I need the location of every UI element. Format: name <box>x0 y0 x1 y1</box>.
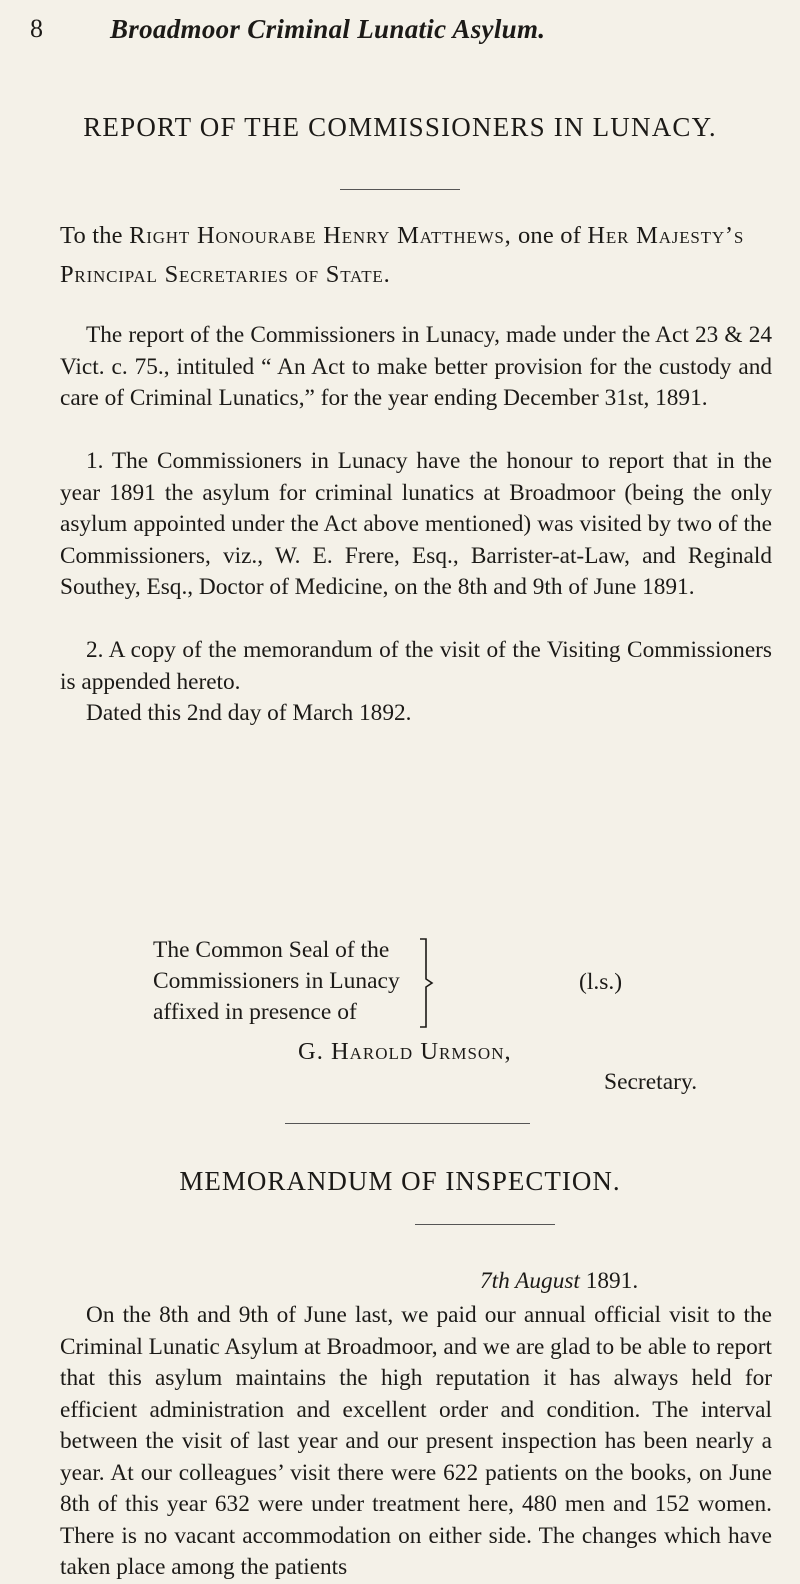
address-middle: one of <box>517 222 582 249</box>
signer-role: Secretary. <box>604 1069 698 1095</box>
seal-mark: (l.s.) <box>579 969 623 995</box>
paragraph-2: 2. A copy of the memorandum of the visit of the Visiting Commissioners is appended hereto. <box>60 637 772 695</box>
memo-date <box>480 1268 638 1295</box>
running-title: Broadmoor Criminal Lunatic Asylum. <box>110 14 546 44</box>
memo-rule <box>415 1224 555 1225</box>
page-number: 8 <box>30 14 43 43</box>
seal-line-3: affixed in presence of <box>153 999 357 1025</box>
paragraph-dated: Dated this 2nd day of March 1892. <box>86 700 412 726</box>
address-to: To the <box>60 222 123 249</box>
memo-date-year: 1891. <box>585 1268 639 1294</box>
signer-name <box>298 1038 512 1066</box>
paragraph-intro: The report of the Commissioners in Lunacy, made under the Act 23 & 24 Vict. c. 75., intituled “ An Act to make better provision for the custody and care of Criminal Lunatics,” for the year ending December 31st, 1891. <box>60 322 772 411</box>
memo-title: MEMORANDUM OF INSPECTION. <box>179 1166 621 1196</box>
address-name: Right Honourabe Henry Matthews, <box>129 222 512 249</box>
section-rule <box>285 1123 530 1124</box>
seal-block <box>153 935 753 1035</box>
address-line2: Her Majesty’s Principal Secretaries of State. <box>60 222 745 288</box>
report-title: REPORT OF THE COMMISSIONERS IN LUNACY. <box>83 112 717 142</box>
seal-text <box>153 935 413 1028</box>
paragraph-1: 1. The Commissioners in Lunacy have the honour to report that in the year 1891 the asylum for criminal lunatics at Broadmoor (being the only asylum appointed under the Act above mentioned) was visited by two of the Commissioners, viz., W. E. Frere, Esq., Barrister-at-Law, and Reginald Southey, Esq., Doctor of Medicine, on the 8th and 9th of June 1891. <box>60 448 772 600</box>
memo-paragraph: On the 8th and 9th of June last, we paid our annual official visit to the Criminal Lunatic Asylum at Broadmoor, and we are glad to be able to report that this asylum maintains the high reputation it has always held for efficient administration and excellent order and condition. The interval between the visit of last year and our present inspection has been nearly a year. At our colleagues’ visit there were 622 patients on the books, on June 8th of this year 632 were under treatment here, 480 men and 152 women. There is no vacant accommodation on either side. The changes which have taken place among the patients <box>60 1302 773 1580</box>
seal-line-2: Commissioners in Lunacy <box>153 968 400 994</box>
running-head <box>30 14 780 44</box>
brace-icon <box>418 937 434 1029</box>
address-block <box>60 216 780 294</box>
seal-line-1: The Common Seal of the <box>153 937 390 963</box>
memo-date-day: 7th August <box>480 1268 580 1294</box>
signer-name-text: G. Harold Urmson, <box>298 1038 512 1065</box>
title-rule <box>340 189 460 190</box>
